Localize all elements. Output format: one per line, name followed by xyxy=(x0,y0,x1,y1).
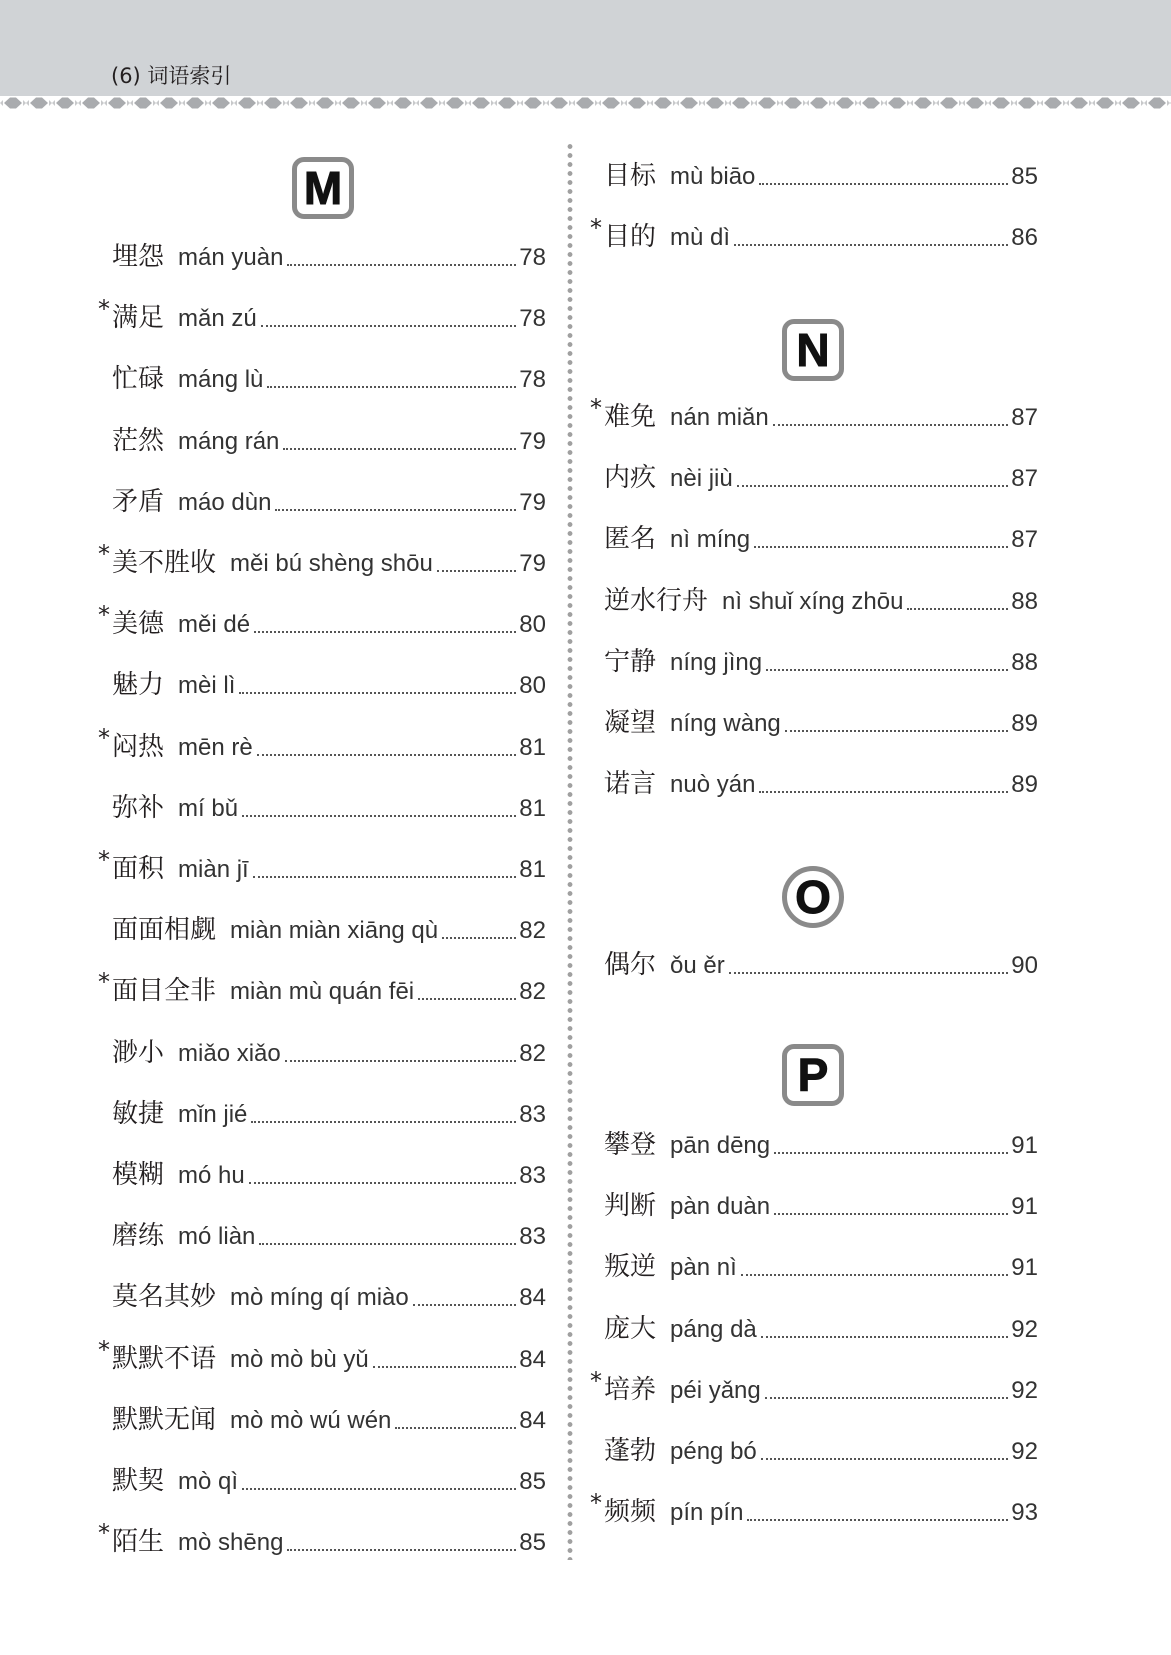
entry-pinyin: máng lù xyxy=(178,366,264,394)
star-mark: * xyxy=(98,601,110,630)
entry-word: 频频 xyxy=(604,1497,657,1528)
dot-leader xyxy=(283,447,516,450)
index-entry xyxy=(590,643,1038,679)
dot-leader xyxy=(242,1487,516,1490)
page-header xyxy=(0,0,1171,96)
entry-page-number: 81 xyxy=(519,794,546,822)
entry-word: 宁静 xyxy=(604,646,657,677)
entry-page-number: 91 xyxy=(1011,1193,1038,1221)
entry-word: 满足 xyxy=(112,303,165,334)
dot-leader xyxy=(765,1396,1009,1399)
entry-word: 敏捷 xyxy=(112,1098,165,1129)
index-entry xyxy=(98,1401,546,1437)
dot-leader xyxy=(734,243,1008,246)
dot-leader xyxy=(761,1457,1009,1460)
entry-word: 莫名其妙 xyxy=(112,1282,217,1313)
entry-word: 默默不语 xyxy=(112,1343,217,1374)
section-letter-text: M xyxy=(303,162,343,214)
entry-word: 蓬勃 xyxy=(604,1436,657,1466)
entry-word: 磨练 xyxy=(112,1221,165,1252)
entry-pinyin: níng jìng xyxy=(670,648,763,676)
entry-word: 匿名 xyxy=(604,524,657,555)
entry-pinyin: nán miǎn xyxy=(670,404,769,431)
entry-page-number: 79 xyxy=(519,488,546,516)
entry-word: 模糊 xyxy=(112,1160,165,1190)
index-entry xyxy=(98,1519,546,1559)
entry-pinyin: nì míng xyxy=(670,526,751,554)
entry-page-number: 88 xyxy=(1011,648,1038,676)
entry-pinyin: mēn rè xyxy=(178,733,253,761)
decorative-border xyxy=(0,96,1171,110)
dot-leader xyxy=(395,1426,516,1429)
index-entry xyxy=(590,765,1038,801)
entry-word: 默默无闻 xyxy=(112,1404,217,1435)
entry-word: 美不胜收 xyxy=(112,548,217,578)
star-mark: * xyxy=(98,723,110,752)
entry-word: 美德 xyxy=(112,609,165,640)
entry-pinyin: mí bǔ xyxy=(178,794,239,822)
entry-page-number: 89 xyxy=(1011,710,1038,737)
entry-page-number: 80 xyxy=(519,672,546,700)
index-entry xyxy=(98,1156,546,1192)
entry-pinyin: máo dùn xyxy=(178,488,272,516)
entry-pinyin: mò mò wú wén xyxy=(230,1406,392,1434)
dot-leader xyxy=(785,729,1009,732)
entry-page-number: 82 xyxy=(519,978,546,1006)
dot-leader xyxy=(287,1548,516,1551)
dot-leader xyxy=(759,790,1008,793)
entry-word: 判断 xyxy=(604,1191,657,1222)
column-divider xyxy=(567,142,573,1560)
index-entry xyxy=(98,1335,546,1376)
entry-pinyin: níng wàng xyxy=(670,710,781,737)
section-letter-text: O xyxy=(795,871,831,923)
index-entry xyxy=(590,1248,1038,1284)
entry-page-number: 92 xyxy=(1011,1315,1038,1343)
entry-word: 诺言 xyxy=(604,769,657,800)
entry-pinyin: mò mò bù yǔ xyxy=(230,1345,369,1373)
entry-page-number: 87 xyxy=(1011,465,1038,493)
entry-pinyin: mán yuàn xyxy=(178,244,284,271)
dot-leader xyxy=(773,423,1009,426)
dot-leader xyxy=(251,1120,516,1123)
index-entry xyxy=(590,214,1038,254)
dot-leader xyxy=(774,1212,1008,1215)
index-entry xyxy=(98,238,546,274)
entry-word: 闷热 xyxy=(112,731,165,762)
entry-pinyin: mò shēng xyxy=(178,1529,284,1557)
index-entry xyxy=(98,1217,546,1253)
entry-word: 庞大 xyxy=(604,1313,657,1344)
dot-leader xyxy=(285,1059,517,1062)
entry-word: 面目全非 xyxy=(112,976,217,1007)
entry-page-number: 81 xyxy=(519,856,546,883)
entry-page-number: 85 xyxy=(519,1468,546,1495)
entry-word: 弥补 xyxy=(112,792,165,823)
star-mark: * xyxy=(98,846,110,874)
entry-word: 陌生 xyxy=(112,1527,165,1558)
entry-page-number: 90 xyxy=(1011,952,1038,979)
dot-leader xyxy=(239,691,516,694)
star-mark: * xyxy=(98,295,110,324)
entry-pinyin: pín pín xyxy=(670,1499,744,1527)
entry-word: 面面相觑 xyxy=(112,915,217,946)
dot-leader xyxy=(413,1303,517,1306)
index-entry xyxy=(590,520,1038,556)
entry-pinyin: pān dēng xyxy=(670,1132,771,1159)
entry-word: 茫然 xyxy=(112,425,165,456)
section-letter-m xyxy=(292,157,354,219)
index-entry xyxy=(590,1126,1038,1162)
entry-pinyin: mǎn zú xyxy=(178,305,257,333)
entry-pinyin: péng bó xyxy=(670,1438,757,1465)
index-entry xyxy=(98,1462,546,1498)
entry-page-number: 82 xyxy=(519,1039,546,1067)
section-letter-o xyxy=(782,866,844,928)
entry-page-number: 78 xyxy=(519,366,546,394)
entry-pinyin: miàn jī xyxy=(178,856,249,883)
dot-leader xyxy=(747,1518,1008,1521)
index-entry xyxy=(590,704,1038,740)
entry-pinyin: péi yǎng xyxy=(670,1376,761,1404)
dot-leader xyxy=(257,753,517,756)
entry-word: 目标 xyxy=(604,161,657,191)
entry-pinyin: miǎo xiǎo xyxy=(178,1039,281,1067)
entry-pinyin: měi dé xyxy=(178,611,251,639)
dot-leader xyxy=(259,1242,516,1245)
entry-page-number: 84 xyxy=(519,1406,546,1434)
entry-word: 逆水行舟 xyxy=(604,585,709,616)
entry-word: 凝望 xyxy=(604,708,657,738)
index-entry xyxy=(98,360,546,396)
dot-leader xyxy=(907,607,1008,610)
entry-pinyin: miàn miàn xiāng qù xyxy=(230,917,439,945)
index-entry xyxy=(590,582,1038,618)
entry-word: 培养 xyxy=(604,1374,657,1405)
entry-page-number: 87 xyxy=(1011,404,1038,431)
dot-leader xyxy=(754,545,1008,548)
entry-page-number: 78 xyxy=(519,244,546,271)
entry-pinyin: mó liàn xyxy=(178,1223,256,1251)
dot-leader xyxy=(373,1365,517,1368)
dot-leader xyxy=(418,997,516,1000)
index-entry xyxy=(590,1489,1038,1529)
entry-page-number: 83 xyxy=(519,1162,546,1189)
star-mark: * xyxy=(98,540,110,568)
index-entry xyxy=(98,1278,546,1314)
dot-leader xyxy=(761,1335,1009,1338)
entry-word: 偶尔 xyxy=(604,950,657,980)
entry-page-number: 85 xyxy=(1011,163,1038,190)
entry-page-number: 82 xyxy=(519,917,546,945)
dot-leader xyxy=(737,484,1009,487)
entry-pinyin: máng rán xyxy=(178,427,280,455)
entry-page-number: 91 xyxy=(1011,1132,1038,1159)
entry-pinyin: nuò yán xyxy=(670,771,756,799)
section-letter-text: N xyxy=(796,324,830,376)
dot-leader xyxy=(437,569,516,572)
entry-page-number: 83 xyxy=(519,1100,546,1128)
entry-pinyin: ǒu ěr xyxy=(670,952,725,979)
entry-page-number: 89 xyxy=(1011,771,1038,799)
entry-pinyin: pàn duàn xyxy=(670,1193,771,1221)
star-mark: * xyxy=(98,1335,110,1364)
index-entry xyxy=(590,946,1038,982)
entry-pinyin: pàn nì xyxy=(670,1254,737,1282)
entry-pinyin: mǐn jié xyxy=(178,1100,248,1128)
entry-page-number: 80 xyxy=(519,611,546,639)
section-letter-n xyxy=(782,319,844,381)
entry-page-number: 85 xyxy=(519,1529,546,1557)
entry-page-number: 92 xyxy=(1011,1438,1038,1465)
entry-word: 忙碌 xyxy=(112,364,165,395)
index-entry xyxy=(590,1432,1038,1468)
index-entry xyxy=(98,1095,546,1131)
index-entry xyxy=(98,483,546,519)
entry-page-number: 79 xyxy=(519,550,546,577)
dot-leader xyxy=(759,182,1008,185)
dot-leader xyxy=(261,324,517,327)
entry-pinyin: nì shuǐ xíng zhōu xyxy=(722,587,904,615)
entry-pinyin: mèi lì xyxy=(178,672,236,700)
dot-leader xyxy=(741,1273,1009,1276)
index-entry xyxy=(98,789,546,825)
entry-word: 魅力 xyxy=(112,670,165,701)
entry-pinyin: mò míng qí miào xyxy=(230,1284,409,1312)
entry-pinyin: mó hu xyxy=(178,1162,245,1189)
entry-page-number: 93 xyxy=(1011,1499,1038,1527)
section-title: (6) 词语索引 xyxy=(111,64,232,88)
section-letter-text: P xyxy=(797,1049,829,1101)
index-entry xyxy=(98,723,546,764)
dot-leader xyxy=(242,814,516,817)
star-mark: * xyxy=(590,1366,602,1395)
dot-leader xyxy=(249,1181,517,1184)
dot-leader xyxy=(442,936,516,939)
index-entry xyxy=(98,968,546,1008)
index-entry xyxy=(98,1034,546,1070)
entry-pinyin: nèi jiù xyxy=(670,465,733,493)
dot-leader xyxy=(729,971,1009,974)
star-mark: * xyxy=(590,1489,602,1518)
entry-page-number: 86 xyxy=(1011,224,1038,252)
entry-pinyin: páng dà xyxy=(670,1315,757,1343)
index-entry xyxy=(590,1187,1038,1223)
entry-pinyin: mò qì xyxy=(178,1468,239,1495)
entry-word: 矛盾 xyxy=(112,486,165,517)
entry-pinyin: mù dì xyxy=(670,224,731,252)
entry-word: 难免 xyxy=(604,402,657,432)
entry-page-number: 78 xyxy=(519,305,546,333)
entry-word: 攀登 xyxy=(604,1130,657,1160)
entry-page-number: 83 xyxy=(519,1223,546,1251)
star-mark: * xyxy=(98,968,110,997)
entry-word: 目的 xyxy=(604,222,657,253)
entry-page-number: 91 xyxy=(1011,1254,1038,1282)
star-mark: * xyxy=(98,1519,110,1548)
entry-page-number: 92 xyxy=(1011,1376,1038,1404)
index-entry xyxy=(590,394,1038,434)
entry-word: 埋怨 xyxy=(112,242,165,272)
index-entry xyxy=(98,666,546,702)
index-entry xyxy=(98,601,546,641)
section-letter-p xyxy=(782,1044,844,1106)
index-entry xyxy=(590,1310,1038,1346)
dot-leader xyxy=(275,508,516,511)
dot-leader xyxy=(287,263,516,266)
entry-word: 面积 xyxy=(112,854,165,884)
index-entry xyxy=(98,911,546,947)
entry-page-number: 79 xyxy=(519,427,546,455)
dot-leader xyxy=(766,668,1008,671)
star-mark: * xyxy=(590,394,602,422)
entry-page-number: 84 xyxy=(519,1284,546,1312)
index-entry xyxy=(98,540,546,580)
star-mark: * xyxy=(590,214,602,243)
entry-pinyin: měi bú shèng shōu xyxy=(230,550,433,577)
entry-word: 渺小 xyxy=(112,1037,165,1068)
entry-pinyin: miàn mù quán fēi xyxy=(230,978,415,1006)
entry-page-number: 84 xyxy=(519,1345,546,1373)
index-entry xyxy=(590,1366,1038,1407)
index-entry xyxy=(590,157,1038,193)
index-entry xyxy=(98,422,546,458)
index-entry xyxy=(98,846,546,886)
dot-leader xyxy=(254,630,516,633)
dot-leader xyxy=(253,875,517,878)
entry-word: 默契 xyxy=(112,1466,165,1496)
dot-leader xyxy=(267,385,516,388)
entry-page-number: 88 xyxy=(1011,587,1038,615)
entry-page-number: 87 xyxy=(1011,526,1038,554)
dot-leader xyxy=(774,1151,1008,1154)
index-entry xyxy=(98,295,546,335)
entry-pinyin: mù biāo xyxy=(670,163,756,190)
entry-word: 叛逆 xyxy=(604,1252,657,1283)
entry-page-number: 81 xyxy=(519,733,546,761)
index-entry xyxy=(590,459,1038,495)
entry-word: 内疚 xyxy=(604,463,657,494)
